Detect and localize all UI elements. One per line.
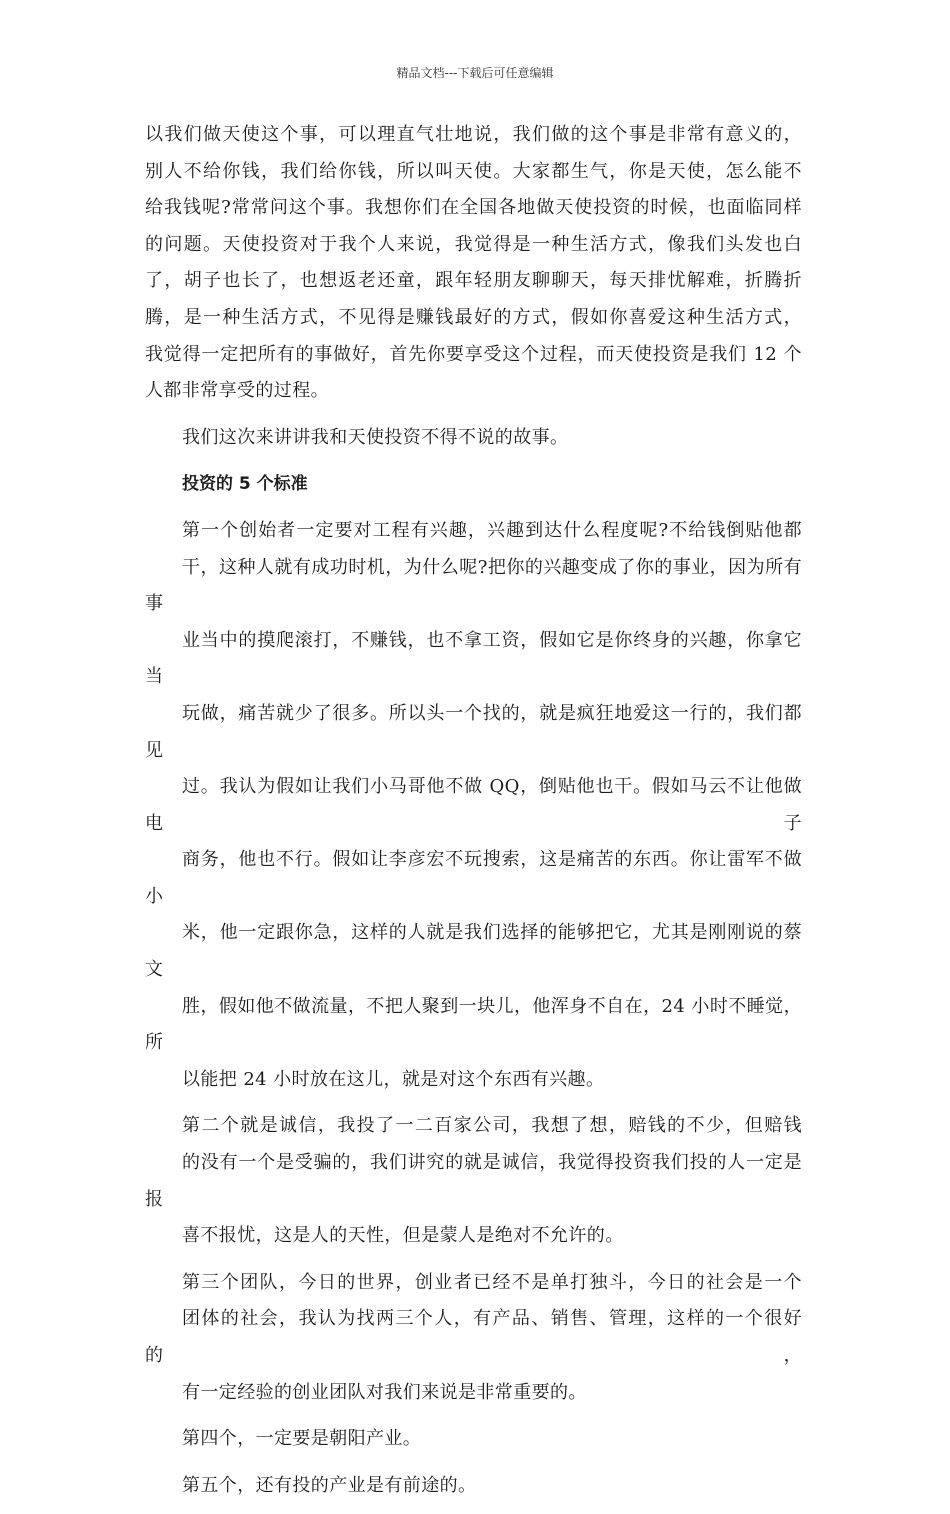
text-line: 了，胡子也长了，也想返老还童，跟年轻朋友聊聊天，每天排忧解难，折腾折 bbox=[145, 270, 802, 292]
text-line: 第三个团队，今日的世界，创业者已经不是单打独斗，今日的社会是一个 bbox=[182, 1271, 802, 1293]
paragraph-standard-3 bbox=[145, 1265, 802, 1411]
text-line: 我觉得一定把所有的事做好，首先你要享受这个过程，而天使投资是我们 12 个 bbox=[145, 343, 802, 365]
text-line: 喜不报忧，这是人的天性，但是蒙人是绝对不允许的。 bbox=[182, 1225, 624, 1247]
paragraph-intro bbox=[145, 117, 802, 410]
text-line: 过。我认为假如让我们小马哥他不做 QQ，倒贴他也干。假如马云不让他做电子 bbox=[145, 776, 802, 834]
paragraph-standard-2 bbox=[145, 1108, 802, 1254]
text-line: 别人不给你钱，我们给你钱，所以叫天使。大家都生气，你是天使，怎么能不 bbox=[145, 160, 802, 182]
text-line: 第一个创始者一定要对工程有兴趣，兴趣到达什么程度呢?不给钱倒贴他都 bbox=[182, 519, 802, 541]
text-line: 的没有一个是受骗的，我们讲究的就是诚信，我觉得投资我们投的人一定是报 bbox=[145, 1152, 802, 1210]
text-line: 以我们做天使这个事，可以理直气壮地说，我们做的这个事是非常有意义的， bbox=[145, 124, 802, 145]
section-heading: 投资的 5 个标准 bbox=[182, 474, 308, 495]
document-body bbox=[145, 117, 802, 1514]
paragraph-standard-5 bbox=[145, 1468, 802, 1505]
text-line: 给我钱呢?常常问这个事。我想你们在全国各地做天使投资的时候，也面临同样 bbox=[145, 197, 802, 219]
text-line: 我们这次来讲讲我和天使投资不得不说的故事。 bbox=[182, 426, 569, 448]
text-line: 人都非常享受的过程。 bbox=[145, 380, 329, 402]
text-line: 商务，他也不行。假如让李彦宏不玩搜索，这是痛苦的东西。你让雷军不做小 bbox=[145, 849, 802, 907]
text-line: 以能把 24 小时放在这儿，就是对这个东西有兴趣。 bbox=[182, 1068, 605, 1090]
paragraph-standard-1 bbox=[145, 513, 802, 1099]
text-line: 第四个，一定要是朝阳产业。 bbox=[182, 1428, 422, 1450]
paragraph-standard-4 bbox=[145, 1421, 802, 1458]
text-line: 业当中的摸爬滚打，不赚钱，也不拿工资，假如它是你终身的兴趣，你拿它当 bbox=[145, 629, 802, 688]
text-line: 第五个，还有投的产业是有前途的。 bbox=[182, 1474, 477, 1496]
paragraph-story bbox=[145, 420, 802, 457]
text-line: 腾，是一种生活方式，不见得是赚钱最好的方式，假如你喜爱这种生活方式， bbox=[145, 306, 802, 328]
text-line: 团体的社会，我认为找两三个人，有产品、销售、管理，这样的一个很好的， bbox=[145, 1308, 802, 1366]
text-line: 的问题。天使投资对于我个人来说，我觉得是一种生活方式，像我们头发也白 bbox=[145, 233, 802, 255]
page-header: 精品文档---下载后可任意编辑 bbox=[396, 66, 554, 80]
text-line: 胜，假如他不做流量，不把人聚到一块儿，他浑身不自在，24 小时不睡觉，所 bbox=[145, 995, 802, 1054]
text-line: 干，这种人就有成功时机，为什么呢?把你的兴趣变成了你的事业，因为所有事 bbox=[145, 556, 802, 615]
text-line: 米，他一定跟你急，这样的人就是我们选择的能够把它，尤其是刚刚说的蔡文 bbox=[145, 922, 802, 981]
text-line: 有一定经验的创业团队对我们来说是非常重要的。 bbox=[182, 1381, 587, 1403]
text-line: 玩做，痛苦就少了很多。所以头一个找的，就是疯狂地爱这一行的，我们都见 bbox=[145, 702, 802, 761]
text-line: 第二个就是诚信，我投了一二百家公司，我想了想，赔钱的不少，但赔钱 bbox=[182, 1115, 802, 1137]
